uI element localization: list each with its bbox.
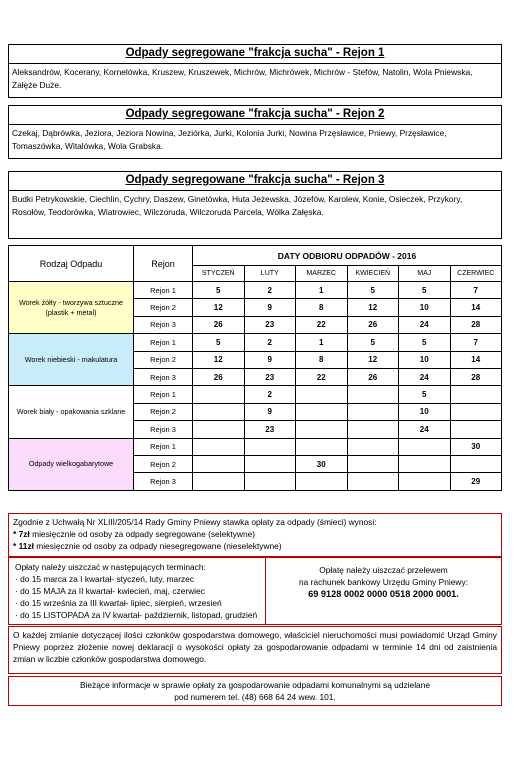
table-title: DATY ODBIORU ODPADÓW - 2016	[193, 246, 502, 266]
table-row	[9, 334, 502, 351]
schedule-table	[8, 245, 502, 491]
date-cell: 7	[450, 282, 502, 299]
payment-term: · do 15 LISTOPADA za IV kwartał- październik, listopad, grudzień	[15, 610, 258, 620]
date-cell	[347, 421, 399, 438]
date-cell: 22	[296, 316, 348, 333]
month-header: MARZEC	[296, 266, 348, 282]
notice-box	[8, 626, 502, 674]
date-cell	[399, 473, 451, 490]
date-cell: 28	[450, 316, 502, 333]
date-cell	[193, 455, 245, 472]
date-cell	[450, 403, 502, 420]
date-cell: 5	[193, 334, 245, 351]
fee-line2	[13, 528, 497, 540]
fee-line3	[13, 540, 497, 552]
date-cell	[296, 438, 348, 455]
rejon2-box	[8, 105, 502, 159]
date-cell: 26	[347, 316, 399, 333]
date-cell: 30	[450, 438, 502, 455]
date-cell: 2	[244, 282, 296, 299]
transfer-line2: na rachunek bankowy Urzędu Gminy Pniewy:	[299, 577, 468, 587]
date-cell: 23	[244, 316, 296, 333]
region-cell: Rejon 2	[134, 351, 193, 368]
date-cell: 2	[244, 386, 296, 403]
payment-box	[8, 557, 502, 625]
region-cell: Rejon 3	[134, 368, 193, 385]
date-cell: 8	[296, 299, 348, 316]
month-header: KWIECIEŃ	[347, 266, 399, 282]
date-cell	[347, 455, 399, 472]
date-cell	[193, 421, 245, 438]
payment-term: · do 15 marca za I kwartał- styczeń, luty, marzec	[15, 574, 195, 584]
date-cell: 9	[244, 351, 296, 368]
date-cell: 24	[399, 368, 451, 385]
month-header: MAJ	[399, 266, 451, 282]
date-cell: 5	[399, 282, 451, 299]
payment-term: · do 15 MAJA za II kwartał- kwiecień, maj, czerwiec	[15, 586, 205, 596]
table-row	[9, 282, 502, 299]
date-cell: 7	[450, 334, 502, 351]
rejon1-box	[8, 44, 502, 98]
table-row	[9, 386, 502, 403]
date-cell: 5	[193, 282, 245, 299]
date-cell	[193, 473, 245, 490]
date-cell	[193, 403, 245, 420]
rejon2-title: Odpady segregowane "frakcja sucha" - Rejon 2	[9, 106, 501, 125]
payment-term: · do 15 września za III kwartał- lipiec, sierpień, wrzesień	[15, 598, 222, 608]
rejon3-box	[8, 171, 502, 239]
transfer-line1: Opłatę należy uiszczać przelewem	[319, 565, 448, 575]
date-cell: 9	[244, 403, 296, 420]
date-cell: 10	[399, 351, 451, 368]
date-cell: 22	[296, 368, 348, 385]
date-cell: 2	[244, 334, 296, 351]
date-cell: 8	[296, 351, 348, 368]
date-cell	[450, 386, 502, 403]
date-cell: 26	[193, 368, 245, 385]
date-cell: 23	[244, 368, 296, 385]
waste-category: Odpady wielkogabarytowe	[9, 438, 134, 490]
date-cell	[296, 421, 348, 438]
fee-line3-text: miesięcznie od osoby za odpady niesegregowane (nieselektywne)	[33, 541, 282, 551]
region-cell: Rejon 1	[134, 438, 193, 455]
date-cell: 5	[399, 334, 451, 351]
rejon1-text: Aleksandrów, Kocerany, Kornelówka, Kruszew, Kruszewek, Michrów, Michrówek, Michrów - Stefów, Natolin, Wola Pniewska, Załęże Duże.	[12, 67, 473, 90]
date-cell: 12	[193, 299, 245, 316]
date-cell: 14	[450, 299, 502, 316]
region-cell: Rejon 1	[134, 334, 193, 351]
date-cell	[347, 403, 399, 420]
region-cell: Rejon 2	[134, 455, 193, 472]
date-cell	[347, 438, 399, 455]
fee-line1: Zgodnie z Uchwałą Nr XLIII/205/14 Rady Gminy Pniewy stawka opłaty za odpady (śmieci) wynosi:	[13, 517, 377, 527]
col-type-header: Rodzaj Odpadu	[9, 246, 134, 282]
region-cell: Rejon 1	[134, 386, 193, 403]
date-cell: 10	[399, 299, 451, 316]
fee-line2-amount: * 7zł	[13, 529, 30, 539]
date-cell	[296, 386, 348, 403]
region-cell: Rejon 3	[134, 473, 193, 490]
date-cell	[399, 438, 451, 455]
region-cell: Rejon 2	[134, 403, 193, 420]
waste-category: Worek biały - opakowania szklane	[9, 386, 134, 438]
payment-intro: Opłaty należy uiszczać w następujących terminach:	[15, 562, 206, 572]
date-cell: 30	[296, 455, 348, 472]
fee-line3-amount: * 11zł	[13, 541, 34, 551]
date-cell	[347, 386, 399, 403]
rejon3-title: Odpady segregowane "frakcja sucha" - Rejon 3	[9, 172, 501, 191]
rejon2-text: Czekaj, Dąbrówka, Jeziora, Jeziora Nowina, Jeziórka, Jurki, Kolonia Jurki, Nowina Przęsławice, Pniewy, Przęsławice, Tomaszówka, Witalówka, Wola Grabska.	[12, 128, 447, 151]
date-cell	[193, 438, 245, 455]
month-header: CZERWIEC	[450, 266, 502, 282]
date-cell	[450, 421, 502, 438]
waste-category: Worek żółty - tworzywa sztuczne (plastik + metal)	[9, 282, 134, 334]
date-cell: 1	[296, 334, 348, 351]
date-cell: 23	[244, 421, 296, 438]
table-row	[9, 438, 502, 455]
date-cell: 12	[347, 299, 399, 316]
info-line1: Bieżące informacje w sprawie opłaty za gospodarowanie odpadami komunalnymi są udzielane	[79, 680, 431, 690]
region-cell: Rejon 3	[134, 421, 193, 438]
fee-box	[8, 513, 502, 557]
rejon3-text: Budki Petrykowskie, Ciechlin, Cychry, Daszew, Ginetówka, Huta Jeżewska, Józefów, Karolew, Konie, Osieczek, Przykory, Rosołów, Teodorówka, Wiatrowiec, Wilczoruda, Wilczoruda Parcela, Wólka Załęska.	[12, 194, 463, 217]
notice-text: O każdej zmianie dotyczącej ilości członków gospodarstwa domowego, właściciel nieruchomości musi powiadomić Urząd Gminy Pniewy poprzez złożenie nowej deklaracji o wysokości opłaty za gospodarowanie odpadami w terminie 14 dni od zaistnienia zmian w liczbie członków gospodarstwa domowego.	[13, 630, 497, 664]
date-cell	[296, 473, 348, 490]
date-cell: 5	[347, 334, 399, 351]
date-cell: 24	[399, 316, 451, 333]
date-cell	[450, 455, 502, 472]
date-cell: 12	[193, 351, 245, 368]
bank-transfer	[266, 558, 501, 624]
date-cell	[347, 473, 399, 490]
month-header: STYCZEŃ	[193, 266, 245, 282]
date-cell: 26	[193, 316, 245, 333]
date-cell: 9	[244, 299, 296, 316]
info-line2: pod numerem tel. (48) 668 64 24 wew. 101.	[174, 692, 336, 702]
date-cell	[296, 403, 348, 420]
date-cell	[193, 386, 245, 403]
date-cell: 5	[347, 282, 399, 299]
date-cell: 12	[347, 351, 399, 368]
col-region-header: Rejon	[134, 246, 193, 282]
rejon1-title: Odpady segregowane "frakcja sucha" - Rejon 1	[9, 45, 501, 64]
date-cell: 28	[450, 368, 502, 385]
waste-category: Worek niebieski - makulatura	[9, 334, 134, 386]
fee-line2-text: miesięcznie od osoby za odpady segregowane (selektywne)	[29, 529, 256, 539]
region-cell: Rejon 1	[134, 282, 193, 299]
bank-account-number: 69 9128 0002 0000 0518 2000 0001.	[308, 589, 459, 599]
date-cell: 14	[450, 351, 502, 368]
date-cell: 10	[399, 403, 451, 420]
date-cell	[244, 473, 296, 490]
date-cell: 26	[347, 368, 399, 385]
payment-terms	[9, 558, 266, 624]
date-cell: 24	[399, 421, 451, 438]
info-box	[8, 676, 502, 706]
date-cell	[244, 455, 296, 472]
month-header: LUTY	[244, 266, 296, 282]
date-cell: 29	[450, 473, 502, 490]
date-cell	[244, 438, 296, 455]
date-cell	[399, 455, 451, 472]
region-cell: Rejon 3	[134, 316, 193, 333]
date-cell: 1	[296, 282, 348, 299]
date-cell: 5	[399, 386, 451, 403]
region-cell: Rejon 2	[134, 299, 193, 316]
